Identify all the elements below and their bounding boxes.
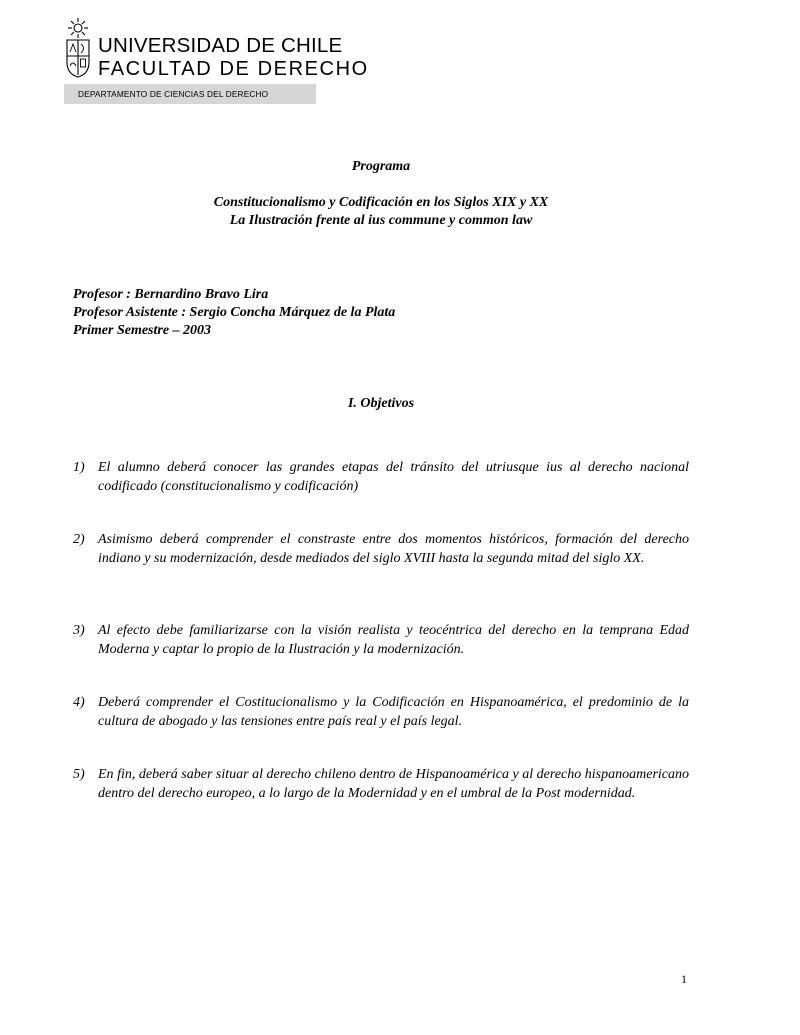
objective-number: 4)	[73, 695, 85, 710]
objective-number: 3)	[73, 623, 85, 638]
objective-item	[73, 694, 689, 731]
objective-item	[73, 459, 689, 496]
university-name: UNIVERSIDAD DE CHILE	[98, 34, 343, 57]
objective-item	[73, 766, 689, 803]
objective-number: 1)	[73, 460, 85, 475]
document-heading: Programa	[351, 159, 411, 174]
department-banner: DEPARTAMENTO DE CIENCIAS DEL DERECHO	[64, 84, 316, 104]
course-title: Constitucionalismo y Codificación en los Siglos XIX y XX	[213, 195, 549, 210]
objective-text: Asimismo deberá comprender el constraste entre dos momentos históricos, formación del derecho indiano y su modernización, desde mediados del siglo XVIII hasta la segunda mitad del siglo XX.	[98, 532, 689, 566]
faculty-name: FACULTAD DE DERECHO	[98, 58, 369, 80]
objective-text: En fin, deberá saber situar al derecho chileno dentro de Hispanoamérica y al derecho hispanoamericano dentro del derecho europeo, a lo largo de la Modernidad y en el umbral de la Post modernidad.	[98, 767, 689, 801]
course-subtitle: La Ilustración frente al ius commune y common law	[229, 213, 533, 228]
objective-number: 2)	[73, 532, 85, 547]
objective-text: Deberá comprender el Costitucionalismo y la Codificación en Hispanoamérica, el predominio de la cultura de abogado y las tensiones entre país real y el país legal.	[98, 695, 689, 729]
page-number: 1	[681, 972, 687, 986]
semester-line: Primer Semestre – 2003	[73, 323, 212, 338]
objective-item	[73, 622, 689, 659]
section-heading: I. Objetivos	[347, 396, 415, 411]
objective-text: El alumno deberá conocer las grandes etapas del tránsito del utriusque ius al derecho nacional codificado (constitucionalismo y codificación)	[98, 460, 689, 494]
objective-number: 5)	[73, 767, 85, 782]
professor-line: Profesor : Bernardino Bravo Lira	[73, 287, 269, 302]
objective-item	[73, 531, 689, 568]
objective-text: Al efecto debe familiarizarse con la visión realista y teocéntrica del derecho en la temprana Edad Moderna y captar lo propio de la Ilustración y la modernización.	[98, 623, 689, 657]
university-crest-icon	[64, 18, 92, 78]
assistant-line: Profesor Asistente : Sergio Concha Márquez de la Plata	[73, 305, 396, 320]
